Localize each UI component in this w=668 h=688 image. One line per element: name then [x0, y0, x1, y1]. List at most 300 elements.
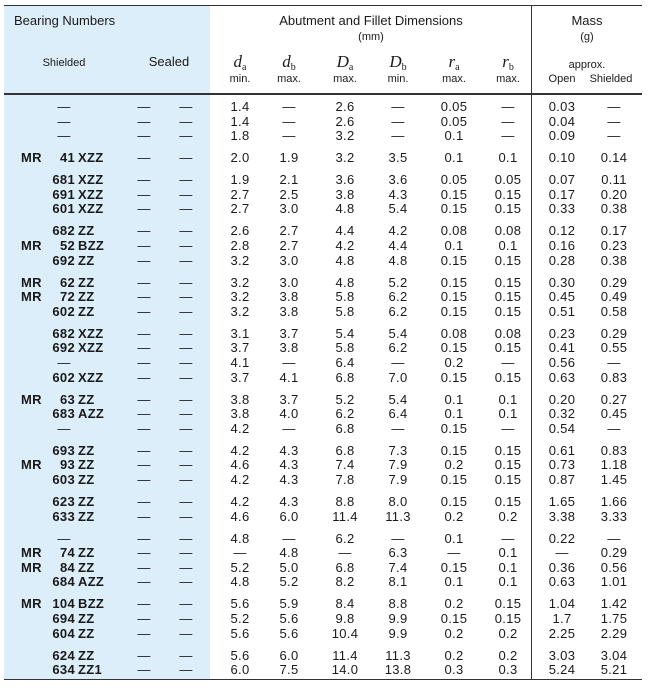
- cell-Db: —: [391, 530, 405, 546]
- bearing-number: —: [57, 113, 71, 129]
- column-limit-rb: max.: [496, 73, 520, 85]
- cell-Da: 6.8: [335, 442, 355, 458]
- cell-ra: 0.15: [440, 252, 468, 268]
- sealed-designation: —: [179, 662, 193, 678]
- cell-ra: 0.2: [444, 457, 464, 473]
- mass-shielded: 0.27: [600, 391, 628, 407]
- cell-da: 3.2: [230, 274, 250, 290]
- mass-shielded: 0.83: [600, 369, 628, 385]
- cell-db: 2.1: [279, 172, 299, 188]
- cell-db: 7.5: [279, 662, 299, 678]
- mass-open: 0.61: [548, 442, 576, 458]
- cell-da: 4.6: [230, 508, 250, 524]
- mass-shielded: 5.21: [600, 662, 628, 678]
- mass-shielded: —: [607, 113, 621, 129]
- cell-da: 1.8: [230, 128, 250, 144]
- cell-rb: 0.05: [494, 172, 522, 188]
- cell-rb: 0.15: [494, 340, 522, 356]
- cell-da: 4.8: [230, 574, 250, 590]
- mass-open: 0.23: [548, 325, 576, 341]
- cell-db: 4.3: [279, 442, 299, 458]
- cell-Da: 5.2: [335, 391, 355, 407]
- sealed-designation: —: [179, 406, 193, 422]
- bearing-number: 633: [52, 508, 75, 524]
- bearing-number: 634: [52, 662, 75, 678]
- cell-Db: 7.4: [388, 559, 408, 575]
- cell-Db: 3.6: [388, 172, 408, 188]
- bearing-number: —: [57, 530, 71, 546]
- cell-da: 1.4: [230, 99, 250, 114]
- shielded-designation: —: [137, 128, 151, 144]
- mass-shielded: 2.29: [600, 625, 628, 641]
- cell-ra: 0.15: [440, 303, 468, 319]
- cell-Da: 10.4: [331, 625, 359, 641]
- cell-Da: 2.6: [335, 99, 355, 114]
- bearing-number: 693: [52, 442, 75, 458]
- shielded-designation: —: [137, 574, 151, 590]
- cell-da: 2.7: [230, 201, 250, 217]
- sealed-designation: —: [179, 545, 193, 561]
- sealed-designation: —: [179, 340, 193, 356]
- shielded-designation: —: [137, 340, 151, 356]
- cell-Db: 6.2: [388, 289, 408, 305]
- shielded-designation: —: [137, 442, 151, 458]
- cell-da: 3.8: [230, 406, 250, 422]
- bearing-suffix: ZZ: [78, 442, 95, 458]
- mass-open: 0.36: [548, 559, 576, 575]
- mass-shielded: 1.66: [600, 494, 628, 509]
- cell-rb: —: [501, 530, 515, 546]
- cell-rb: 0.08: [494, 325, 522, 341]
- cell-Da: 6.8: [335, 420, 355, 436]
- bearing-suffix: AZZ: [78, 406, 105, 422]
- bearing-number: 692: [52, 340, 75, 356]
- shielded-designation: —: [137, 559, 151, 575]
- sealed-designation: —: [179, 494, 193, 509]
- cell-Db: 5.4: [388, 325, 408, 341]
- cell-rb: —: [501, 113, 515, 129]
- sealed-designation: —: [179, 252, 193, 268]
- cell-ra: 0.2: [444, 647, 464, 663]
- bearing-prefix: MR: [21, 559, 42, 575]
- sealed-designation: —: [179, 574, 193, 590]
- cell-Da: 3.6: [335, 172, 355, 188]
- open-heading: Open: [548, 73, 576, 85]
- cell-db: 6.0: [279, 508, 299, 524]
- bearing-suffix: ZZ: [78, 611, 95, 626]
- cell-Db: 6.3: [388, 545, 408, 561]
- cell-Db: 7.3: [388, 442, 408, 458]
- cell-rb: 0.15: [494, 472, 522, 487]
- shielded-designation: —: [137, 252, 151, 268]
- cell-Db: 11.3: [385, 508, 411, 524]
- shielded-designation: —: [137, 369, 151, 385]
- cell-da: 2.7: [230, 186, 250, 202]
- cell-db: 2.7: [279, 223, 299, 239]
- cell-rb: 0.2: [498, 625, 518, 641]
- mass-open: 0.54: [548, 420, 576, 436]
- cell-da: 1.4: [230, 113, 250, 129]
- cell-db: —: [282, 530, 296, 546]
- mass-open: 0.45: [548, 289, 576, 305]
- bearing-number: 52: [59, 238, 75, 253]
- sealed-designation: —: [179, 472, 193, 487]
- cell-da: 2.8: [230, 238, 250, 253]
- cell-da: 4.2: [230, 472, 250, 487]
- sealed-designation: —: [179, 625, 193, 641]
- shielded-designation: —: [137, 355, 151, 370]
- sealed-designation: —: [179, 611, 193, 626]
- shielded-designation: —: [137, 99, 151, 114]
- cell-Da: 3.8: [335, 186, 355, 202]
- shielded-designation: —: [137, 406, 151, 422]
- mass-open: 0.17: [548, 186, 576, 202]
- sealed-designation: —: [179, 113, 193, 129]
- cell-db: 4.0: [279, 406, 299, 422]
- cell-db: 3.7: [279, 391, 299, 407]
- mass-open: 0.56: [548, 355, 576, 370]
- cell-Da: 7.8: [335, 472, 355, 487]
- sealed-designation: —: [179, 355, 193, 370]
- column-symbol-Db: $D_b$: [389, 52, 407, 73]
- bearing-number: —: [57, 99, 71, 114]
- cell-da: 4.1: [230, 355, 250, 370]
- mass-open: 0.09: [548, 128, 576, 144]
- cell-Db: 4.3: [388, 186, 408, 202]
- cell-ra: 0.15: [440, 472, 468, 487]
- cell-ra: 0.15: [440, 186, 468, 202]
- mass-open: 0.63: [548, 369, 576, 385]
- mass-open: 0.12: [548, 223, 576, 239]
- sealed-designation: —: [179, 99, 193, 114]
- shielded-designation: —: [137, 457, 151, 473]
- bearing-suffix: ZZ: [78, 289, 95, 305]
- column-limit-da: min.: [229, 73, 251, 85]
- table-top-rule: [4, 5, 642, 6]
- cell-db: 3.7: [279, 325, 299, 341]
- shielded-designation: —: [137, 530, 151, 546]
- shielded-designation: —: [137, 223, 151, 239]
- cell-Db: 6.2: [388, 303, 408, 319]
- cell-Db: 7.0: [388, 369, 408, 385]
- cell-ra: 0.1: [444, 150, 464, 166]
- bearing-suffix: ZZ: [78, 494, 95, 509]
- shielded-designation: —: [137, 625, 151, 641]
- cell-db: 4.8: [279, 545, 299, 561]
- cell-db: 5.6: [279, 611, 299, 626]
- bearing-suffix: ZZ: [78, 303, 95, 319]
- cell-Db: 8.1: [388, 574, 408, 590]
- bearing-number: 604: [52, 625, 75, 641]
- mass-shielded: 0.14: [600, 150, 628, 166]
- mass-open: 1.04: [548, 596, 576, 612]
- mass-open: 0.20: [548, 391, 576, 407]
- cell-db: 6.0: [279, 647, 299, 663]
- bearing-suffix: ZZ: [78, 647, 95, 663]
- bearing-suffix: ZZ: [78, 508, 95, 524]
- bearing-suffix: AZZ: [78, 574, 105, 590]
- bearing-number: 623: [52, 494, 75, 509]
- bearing-number: 682: [52, 223, 75, 239]
- column-symbol-da: $d_a$: [233, 52, 247, 73]
- cell-db: 3.8: [279, 340, 299, 356]
- cell-db: —: [282, 420, 296, 436]
- cell-ra: 0.2: [444, 596, 464, 612]
- shielded-designation: —: [137, 472, 151, 487]
- cell-Da: 6.2: [335, 406, 355, 422]
- mass-shielded: 3.33: [600, 508, 628, 524]
- cell-rb: 0.15: [494, 494, 522, 509]
- sealed-designation: —: [179, 325, 193, 341]
- bearing-suffix: ZZ: [78, 472, 95, 487]
- bearing-suffix: ZZ: [78, 457, 95, 473]
- cell-Da: —: [338, 545, 352, 561]
- cell-Db: —: [391, 420, 405, 436]
- shielded-designation: —: [137, 596, 151, 612]
- cell-db: 4.1: [279, 369, 299, 385]
- shielded-designation: —: [137, 113, 151, 129]
- bearing-number: 601: [52, 201, 75, 217]
- cell-rb: 0.1: [498, 238, 518, 253]
- bearing-suffix: XZZ: [78, 369, 104, 385]
- cell-rb: 0.3: [498, 662, 518, 678]
- mass-shielded: 0.11: [601, 172, 627, 188]
- sealed-designation: —: [179, 223, 193, 239]
- sealed-designation: —: [179, 369, 193, 385]
- cell-rb: 0.08: [494, 223, 522, 239]
- cell-Da: 6.4: [335, 355, 355, 370]
- shielded-designation: —: [137, 647, 151, 663]
- mass-shielded: 1.75: [600, 611, 628, 626]
- bearing-suffix: XZZ: [78, 325, 104, 341]
- sealed-designation: —: [179, 391, 193, 407]
- cell-Da: 7.4: [335, 457, 355, 473]
- bearing-number: 602: [52, 369, 75, 385]
- cell-db: —: [282, 113, 296, 129]
- abutment-unit: (mm): [358, 31, 384, 43]
- cell-da: 4.8: [230, 530, 250, 546]
- cell-rb: 0.15: [494, 457, 522, 473]
- cell-da: 3.7: [230, 340, 250, 356]
- cell-db: —: [282, 355, 296, 370]
- shielded-designation: —: [137, 508, 151, 524]
- mass-shielded: 1.01: [600, 574, 628, 590]
- bearing-number: 84: [59, 559, 75, 575]
- mass-shielded: 0.29: [600, 545, 628, 561]
- mass-shielded: 0.83: [600, 442, 628, 458]
- shielded-designation: —: [137, 238, 151, 253]
- cell-Da: 4.2: [335, 238, 355, 253]
- sealed-heading: Sealed: [148, 54, 190, 69]
- bearing-number: 683: [52, 406, 75, 422]
- bearing-suffix: XZZ: [78, 186, 104, 202]
- bearing-number: 72: [59, 289, 75, 305]
- cell-rb: 0.15: [494, 289, 522, 305]
- shielded-designation: —: [137, 274, 151, 290]
- cell-rb: 0.1: [498, 574, 518, 590]
- cell-da: —: [233, 545, 247, 561]
- mass-open: 5.24: [548, 662, 576, 678]
- bearing-number: —: [57, 128, 71, 144]
- cell-Db: —: [391, 128, 405, 144]
- bearing-number: 104: [52, 596, 75, 612]
- cell-Da: 4.8: [335, 201, 355, 217]
- mass-shielded: 0.56: [600, 559, 628, 575]
- cell-Da: 8.4: [335, 596, 355, 612]
- bearing-number: 62: [59, 274, 75, 290]
- cell-Da: 5.8: [335, 289, 355, 305]
- cell-Db: 8.0: [388, 494, 408, 509]
- mass-shielded: 0.20: [600, 186, 628, 202]
- sealed-designation: —: [179, 150, 193, 166]
- cell-rb: 0.2: [498, 508, 518, 524]
- cell-ra: 0.3: [444, 662, 464, 678]
- cell-da: 3.2: [230, 252, 250, 268]
- bearing-prefix: MR: [21, 289, 42, 305]
- cell-rb: —: [501, 128, 515, 144]
- cell-Db: 11.3: [385, 647, 411, 663]
- mass-open: 3.38: [548, 508, 576, 524]
- cell-db: 4.3: [279, 457, 299, 473]
- mass-open: 0.87: [548, 472, 576, 487]
- cell-db: —: [282, 99, 296, 114]
- sealed-designation: —: [179, 172, 193, 188]
- bearing-suffix: BZZ: [78, 596, 105, 612]
- bearing-suffix: ZZ: [78, 545, 95, 561]
- mass-open: 0.10: [548, 150, 576, 166]
- cell-Da: 4.4: [335, 223, 355, 239]
- cell-da: 3.8: [230, 391, 250, 407]
- cell-da: 3.2: [230, 303, 250, 319]
- mass-shielded: 1.18: [600, 457, 628, 473]
- sealed-designation: —: [179, 303, 193, 319]
- cell-da: 2.6: [230, 223, 250, 239]
- bearing-number: 603: [52, 472, 75, 487]
- bearing-number: 681: [52, 172, 75, 188]
- mass-open: 0.51: [548, 303, 576, 319]
- bearing-prefix: MR: [21, 274, 42, 290]
- cell-rb: 0.15: [494, 442, 522, 458]
- sealed-designation: —: [179, 201, 193, 217]
- shielded-designation: —: [137, 325, 151, 341]
- mass-shielded: 0.29: [600, 274, 628, 290]
- sealed-designation: —: [179, 274, 193, 290]
- cell-ra: 0.15: [440, 201, 468, 217]
- mass-open: 3.03: [548, 647, 576, 663]
- mass-open: 0.16: [548, 238, 576, 253]
- table-bottom-rule: [4, 679, 642, 680]
- sealed-designation: —: [179, 186, 193, 202]
- bearing-number: 691: [52, 186, 75, 202]
- abutment-heading: Abutment and Fillet Dimensions: [279, 13, 463, 28]
- cell-da: 5.2: [230, 559, 250, 575]
- cell-db: 3.0: [279, 274, 299, 290]
- approx-label: approx.: [568, 59, 606, 71]
- mass-open: 0.73: [548, 457, 576, 473]
- cell-rb: —: [501, 99, 515, 114]
- sealed-designation: —: [179, 596, 193, 612]
- shielded-designation: —: [137, 545, 151, 561]
- cell-Da: 5.8: [335, 340, 355, 356]
- cell-Db: 5.2: [388, 274, 408, 290]
- mass-open: —: [555, 545, 569, 561]
- sealed-designation: —: [179, 457, 193, 473]
- column-symbol-Da: $D_a$: [336, 52, 354, 73]
- mass-open: 0.04: [548, 113, 576, 129]
- cell-rb: 0.1: [498, 406, 518, 422]
- bearing-suffix: BZZ: [78, 238, 105, 253]
- cell-Da: 2.6: [335, 113, 355, 129]
- shielded-heading: Shielded: [42, 57, 86, 69]
- bearing-number: 682: [52, 325, 75, 341]
- cell-Db: 9.9: [388, 625, 408, 641]
- bearing-suffix: XZZ: [78, 172, 104, 188]
- cell-rb: 0.15: [494, 596, 522, 612]
- bearing-suffix: ZZ1: [78, 662, 103, 678]
- cell-db: 3.8: [279, 303, 299, 319]
- cell-Da: 6.2: [335, 530, 355, 546]
- cell-Db: 9.9: [388, 611, 408, 626]
- cell-rb: 0.15: [494, 186, 522, 202]
- bearing-suffix: ZZ: [78, 252, 95, 268]
- cell-da: 3.2: [230, 289, 250, 305]
- column-symbol-rb: $r_b$: [502, 52, 514, 73]
- cell-rb: —: [501, 355, 515, 370]
- column-limit-Db: min.: [387, 73, 409, 85]
- cell-Db: 5.4: [388, 201, 408, 217]
- cell-ra: 0.15: [440, 559, 468, 575]
- cell-db: 5.2: [279, 574, 299, 590]
- cell-Db: —: [391, 113, 405, 129]
- shielded-designation: —: [137, 391, 151, 407]
- cell-ra: 0.05: [440, 99, 468, 114]
- mass-shielded: 0.23: [600, 238, 628, 253]
- cell-Da: 14.0: [331, 662, 359, 678]
- cell-Da: 3.2: [335, 128, 355, 144]
- cell-ra: 0.1: [444, 530, 464, 546]
- bearing-number: —: [57, 420, 71, 436]
- cell-da: 3.1: [230, 325, 250, 341]
- sealed-designation: —: [179, 128, 193, 144]
- column-limit-db: max.: [277, 73, 301, 85]
- cell-ra: 0.2: [444, 355, 464, 370]
- cell-db: 1.9: [279, 150, 299, 166]
- bearing-number: 63: [59, 391, 75, 407]
- shielded-mass-heading: Shielded: [589, 73, 633, 85]
- shielded-designation: —: [137, 201, 151, 217]
- mass-shielded: 0.38: [600, 252, 628, 268]
- cell-Db: 7.9: [388, 457, 408, 473]
- cell-rb: 0.2: [498, 647, 518, 663]
- shielded-designation: —: [137, 420, 151, 436]
- cell-Db: 4.8: [388, 252, 408, 268]
- cell-Da: 8.8: [335, 494, 355, 509]
- cell-db: 4.3: [279, 494, 299, 509]
- cell-db: 3.0: [279, 201, 299, 217]
- cell-Da: 11.4: [332, 647, 358, 663]
- bearing-prefix: MR: [21, 238, 42, 253]
- mass-open: 0.32: [548, 406, 576, 422]
- bearing-suffix: ZZ: [78, 223, 95, 239]
- cell-ra: 0.05: [440, 172, 468, 188]
- mass-shielded: —: [607, 128, 621, 144]
- cell-ra: —: [447, 545, 461, 561]
- cell-db: 5.0: [279, 559, 299, 575]
- bearing-suffix: ZZ: [78, 274, 95, 290]
- mass-open: 1.7: [552, 611, 572, 626]
- mass-open: 0.63: [548, 574, 576, 590]
- bearing-suffix: XZZ: [78, 150, 104, 166]
